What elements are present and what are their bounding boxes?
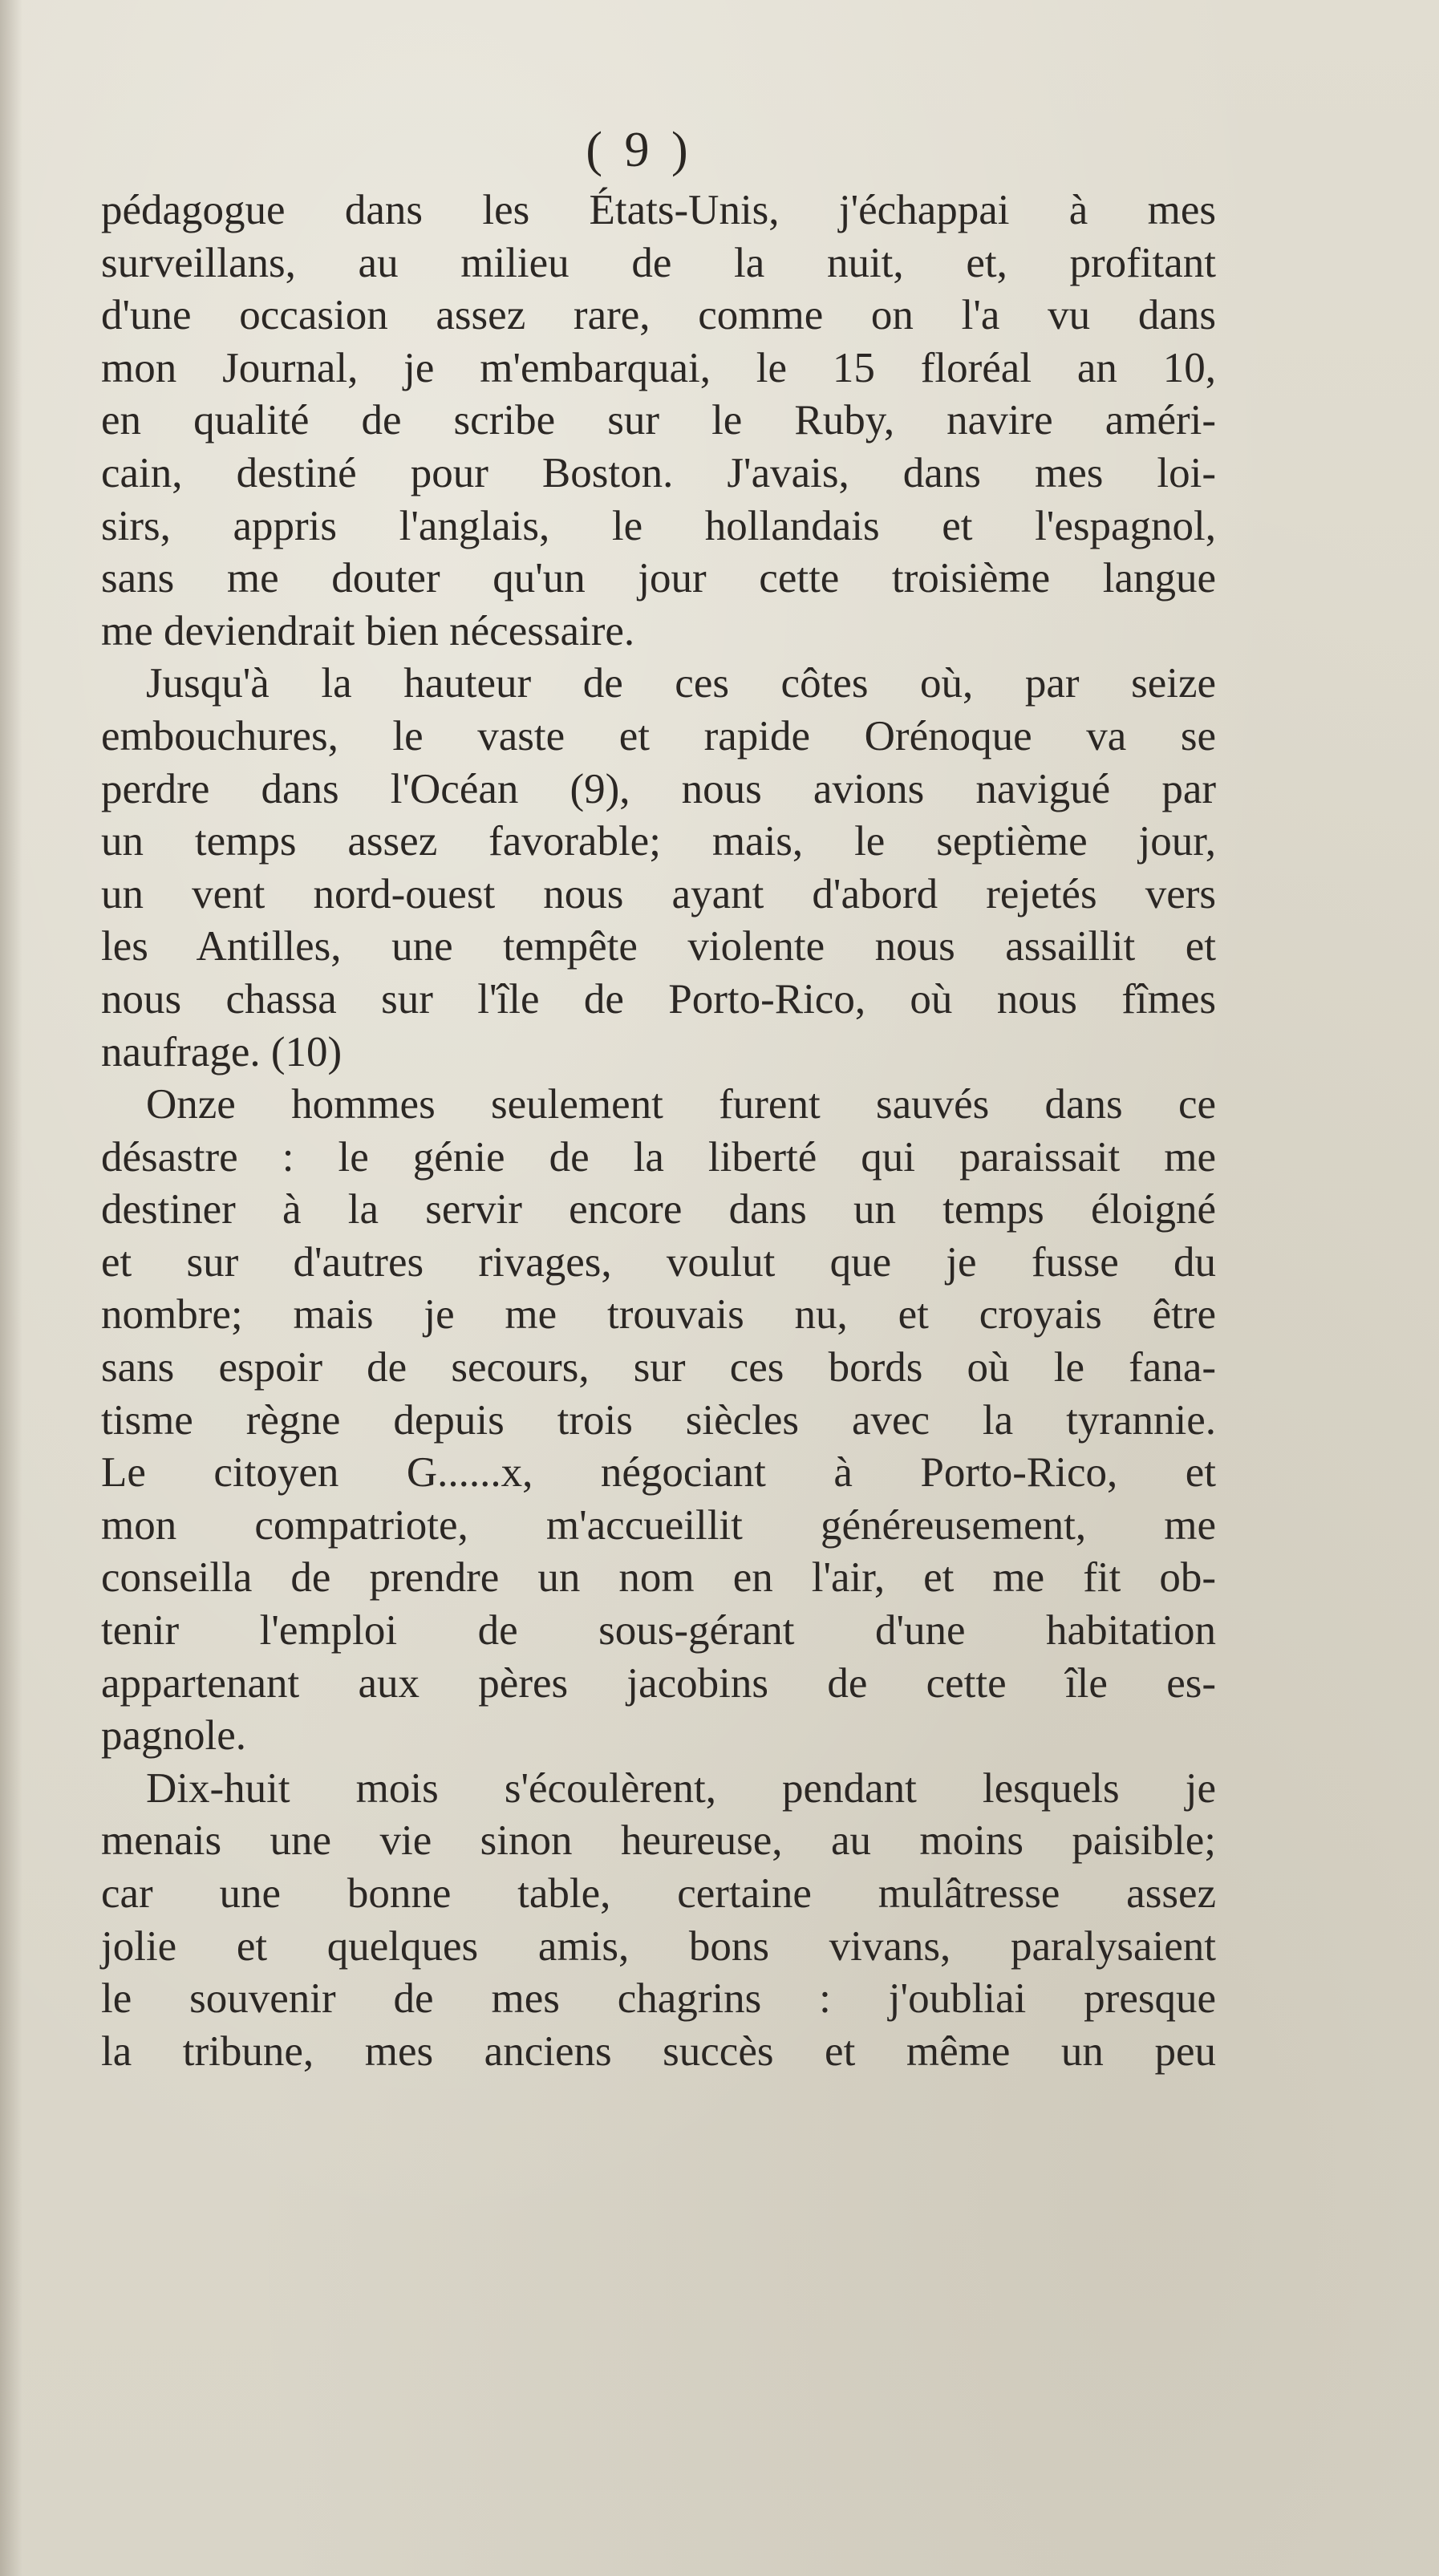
- page-edge-shadow: [0, 0, 22, 2576]
- text-line: cain, destiné pour Boston. J'avais, dans mes loi-: [101, 449, 1216, 496]
- text-line: appartenant aux pères jacobins de cette île es-: [101, 1659, 1216, 1707]
- text-line: mon compatriote, m'accueillit généreusement, me: [101, 1501, 1216, 1549]
- text-line: mon Journal, je m'embarquai, le 15 floréal an 10,: [101, 344, 1216, 391]
- paragraph: [101, 184, 1216, 658]
- text-line: sans me douter qu'un jour cette troisième langue: [101, 555, 1216, 602]
- paragraph: [101, 1079, 1216, 1763]
- text-line: et sur d'autres rivages, voulut que je fusse du: [101, 1238, 1216, 1286]
- text-line: sans espoir de secours, sur ces bords où le fana-: [101, 1344, 1216, 1391]
- text-line: perdre dans l'Océan (9), nous avions navigué par: [101, 765, 1216, 812]
- text-line: conseilla de prendre un nom en l'air, et me fit ob-: [101, 1554, 1216, 1602]
- text-line: en qualité de scribe sur le Ruby, navire améri-: [101, 397, 1216, 444]
- text-line: destiner à la servir encore dans un temps éloigné: [101, 1186, 1216, 1233]
- text-line: embouchures, le vaste et rapide Orénoque va se: [101, 712, 1216, 759]
- text-line: Jusqu'à la hauteur de ces côtes où, par seize: [146, 660, 1216, 707]
- paragraph: [101, 1763, 1216, 2079]
- text-line: me deviendrait bien nécessaire.: [101, 607, 635, 654]
- text-line: tisme règne depuis trois siècles avec la tyrannie.: [101, 1396, 1216, 1444]
- text-line: Le citoyen G......x, négociant à Porto-Rico, et: [101, 1449, 1216, 1497]
- text-line: un vent nord-ouest nous ayant d'abord rejetés vers: [101, 870, 1216, 917]
- page-number: ( 9 ): [586, 123, 693, 177]
- text-line: nombre; mais je me trouvais nu, et croyais être: [101, 1291, 1216, 1339]
- text-line: le souvenir de mes chagrins : j'oubliai presque: [101, 1975, 1216, 2023]
- text-line: un temps assez favorable; mais, le septième jour,: [101, 818, 1216, 865]
- text-line: Dix-huit mois s'écoulèrent, pendant lesquels je: [146, 1764, 1216, 1812]
- text-line: nous chassa sur l'île de Porto-Rico, où nous fîmes: [101, 975, 1216, 1023]
- paragraph: [101, 658, 1216, 1079]
- text-line: désastre : le génie de la liberté qui paraissait me: [101, 1133, 1216, 1181]
- text-line: naufrage. (10): [101, 1028, 343, 1075]
- text-line: Onze hommes seulement furent sauvés dans ce: [146, 1081, 1216, 1128]
- text-line: surveillans, au milieu de la nuit, et, profitant: [101, 239, 1216, 286]
- text-line: la tribune, mes anciens succès et même un peu: [101, 2027, 1216, 2075]
- text-line: pédagogue dans les États-Unis, j'échappai à mes: [101, 187, 1216, 233]
- text-line: d'une occasion assez rare, comme on l'a vu dans: [101, 292, 1216, 339]
- text-line: car une bonne table, certaine mulâtresse assez: [101, 1870, 1216, 1917]
- text-line: jolie et quelques amis, bons vivans, paralysaient: [101, 1922, 1216, 1970]
- text-line: sirs, appris l'anglais, le hollandais et l'espagnol,: [101, 502, 1216, 549]
- text-line: tenir l'emploi de sous-gérant d'une habitation: [101, 1607, 1216, 1655]
- text-line: menais une vie sinon heureuse, au moins paisible;: [101, 1817, 1216, 1865]
- text-line: les Antilles, une tempête violente nous assaillit et: [101, 923, 1216, 970]
- text-line: pagnole.: [101, 1712, 247, 1760]
- body-text: [101, 184, 1216, 2078]
